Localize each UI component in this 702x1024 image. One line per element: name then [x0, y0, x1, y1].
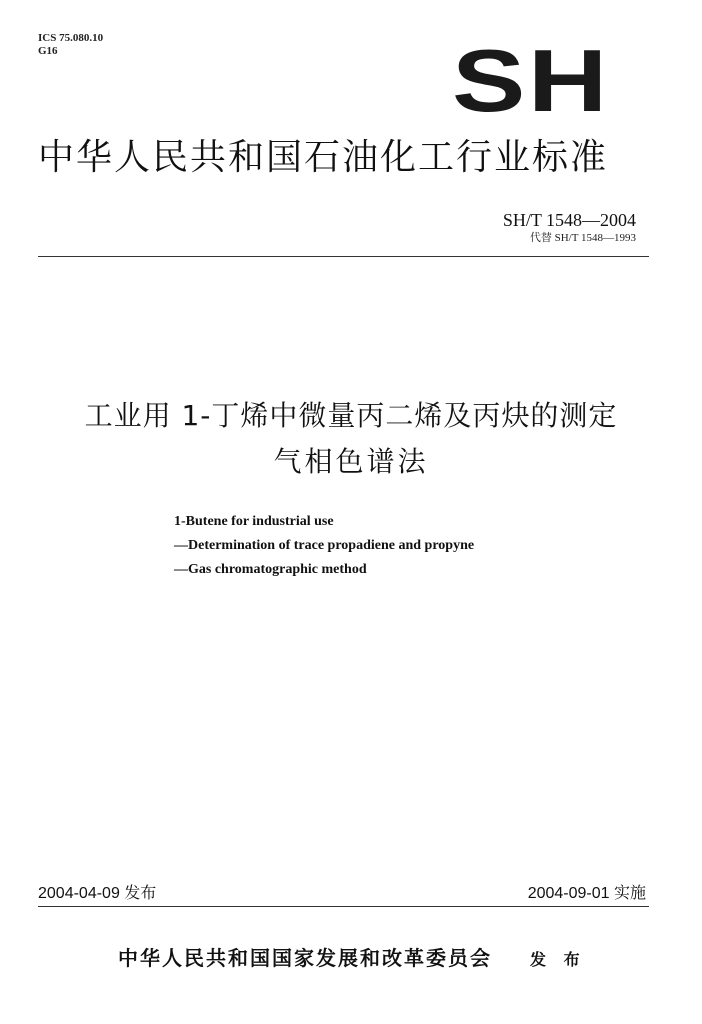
classification-codes: [38, 32, 103, 58]
title-cn-line1: 工业用 1-丁烯中微量丙二烯及丙炔的测定: [84, 399, 618, 432]
title-en-line2: —Determination of trace propadiene and propyne: [174, 538, 475, 553]
issue-label: 发 布: [530, 950, 586, 969]
implement-date: 2004-09-01 实施: [527, 885, 646, 902]
issue-date: 2004-04-09 发布: [38, 885, 157, 902]
sh-logo: SH: [452, 31, 610, 130]
ics-code: ICS 75.080.10: [38, 32, 104, 44]
footer-divider: [38, 906, 649, 907]
header-divider: [38, 256, 649, 257]
replaces-standard: 代替 SH/T 1548—1993: [529, 232, 636, 244]
title-cn-line2: 气相色谱法: [273, 445, 429, 478]
org-title: 中华人民共和国石油化工行业标准: [38, 137, 609, 178]
title-en-line1: 1-Butene for industrial use: [174, 514, 334, 529]
title-en-line3: —Gas chromatographic method: [174, 562, 367, 577]
ccs-code: G16: [38, 45, 58, 57]
standard-number: SH/T 1548—2004: [502, 210, 636, 230]
title-en: [174, 510, 474, 582]
issuing-authority: 中华人民共和国国家发展和改革委员会: [118, 946, 492, 970]
